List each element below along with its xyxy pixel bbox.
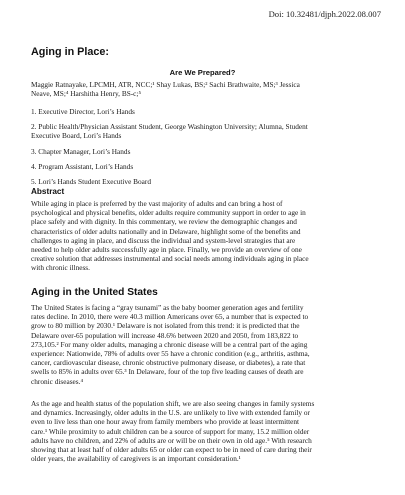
abstract-line: with chronic illness. xyxy=(31,263,90,273)
affiliation-line: Executive Board, Lori’s Hands xyxy=(31,131,122,141)
section-paragraph-1 xyxy=(31,303,383,386)
abstract-line: characteristics of older adults nationally and in Delaware, highlight some of the benefits and xyxy=(31,226,301,236)
affiliation xyxy=(31,147,383,156)
paragraph-line: and dynamics. Increasingly, older adults in the U.S. are unlikely to live with extended family or xyxy=(31,408,310,418)
paragraph-line: experience: Nationwide, 78% of adults over 55 have a chronic condition (e.g., arthritis, asthma, xyxy=(31,349,310,359)
doi-reference: Doi: 10.32481/djph.2022.08.007 xyxy=(268,9,381,19)
affiliation xyxy=(31,162,383,171)
affiliation-line: 5. Lori’s Hands Student Executive Board xyxy=(31,177,151,187)
abstract-line: place safely and with dignity. In this commentary, we review the demographic changes and xyxy=(31,217,297,227)
paragraph-line: The United States is facing a “gray tsunami” as the baby boomer generation ages and fertility xyxy=(31,303,304,312)
abstract-body xyxy=(31,199,383,273)
affiliation-line: 2. Public Health/Physician Assistant Student, George Washington University; Alumna, Student xyxy=(31,122,308,132)
affiliation-line: 3. Chapter Manager, Lori’s Hands xyxy=(31,146,131,156)
paragraph-line: showing that at least half of older adults 65 or older can expect to be in need of care during their xyxy=(31,445,312,455)
paragraph-line: Delaware over-65 population will increase 48.6% between 2020 and 2050, from 183,822 to xyxy=(31,330,299,340)
affiliation xyxy=(31,122,383,140)
paragraph-line: As the age and health status of the population shift, we are also seeing changes in family systems xyxy=(31,399,315,408)
author-line: Neave, MS;⁴ Harshitha Henry, BS-c;⁵ xyxy=(31,89,141,99)
author-list xyxy=(31,80,381,98)
paragraph-line: older years, the availability of caregivers is an important consideration.¹ xyxy=(31,454,241,464)
article-title: Aging in Place: xyxy=(31,46,109,58)
affiliation xyxy=(31,177,383,186)
paragraph-line: rates decline. In 2010, there were 40.3 million Americans over 65, a number that is expected to xyxy=(31,312,309,322)
paragraph-line: chronic diseases.⁴ xyxy=(31,376,83,386)
abstract-line: challenges to aging in place, and discuss the individual and system-level strategies that are xyxy=(31,235,296,245)
paragraph-line: care.¹ While proximity to adult children can be a source of support for many, 15.2 million older xyxy=(31,426,310,436)
paragraph-line: 273,105.² For many older adults, managing a chronic disease will be a central part of the aging xyxy=(31,339,308,349)
abstract-line: psychological and physical benefits, older adults require community support in order to age in xyxy=(31,208,306,218)
abstract-line: creative solution that addresses instrumental and social needs among individuals aging in place xyxy=(31,254,309,264)
abstract-line: needed to help older adults successfully age in place. Finally, we provide an overview of one xyxy=(31,245,302,255)
affiliation-list xyxy=(31,107,383,192)
section-paragraph-2 xyxy=(31,399,383,463)
abstract-heading: Abstract xyxy=(31,187,65,196)
author-line: Maggie Ratnayake, LPCMH, ATR, NCC;¹ Shay Lukas, BS;² Sachi Brathwaite, MS;³ Jessica xyxy=(31,80,300,89)
paragraph-line: swells to 85% in adults over 65.³ In Delaware, four of the top five leading causes of death are xyxy=(31,367,304,377)
paragraph-line: cancer, cardiovascular disease, chronic obstructive pulmonary disease, or diabetes), a rate that xyxy=(31,358,306,368)
affiliation-line: 1. Executive Director, Lori’s Hands xyxy=(31,107,135,116)
affiliation-line: 4. Program Assistant, Lori’s Hands xyxy=(31,161,134,171)
affiliation xyxy=(31,107,383,116)
article-subtitle: Are We Prepared? xyxy=(169,68,236,77)
section-heading: Aging in the United States xyxy=(31,287,158,298)
abstract-line: While aging in place is preferred by the vast majority of adults and can bring a host of xyxy=(31,199,283,208)
paragraph-line: adults have no children, and 22% of adults are or will be on their own in old age.⁵ With research xyxy=(31,435,312,445)
paragraph-line: grow to 80 million by 2030.¹ Delaware is not isolated from this trend: it is predicted that the xyxy=(31,321,300,331)
paragraph-line: even to live less than one hour away from family members who provide at least intermittent xyxy=(31,417,300,427)
